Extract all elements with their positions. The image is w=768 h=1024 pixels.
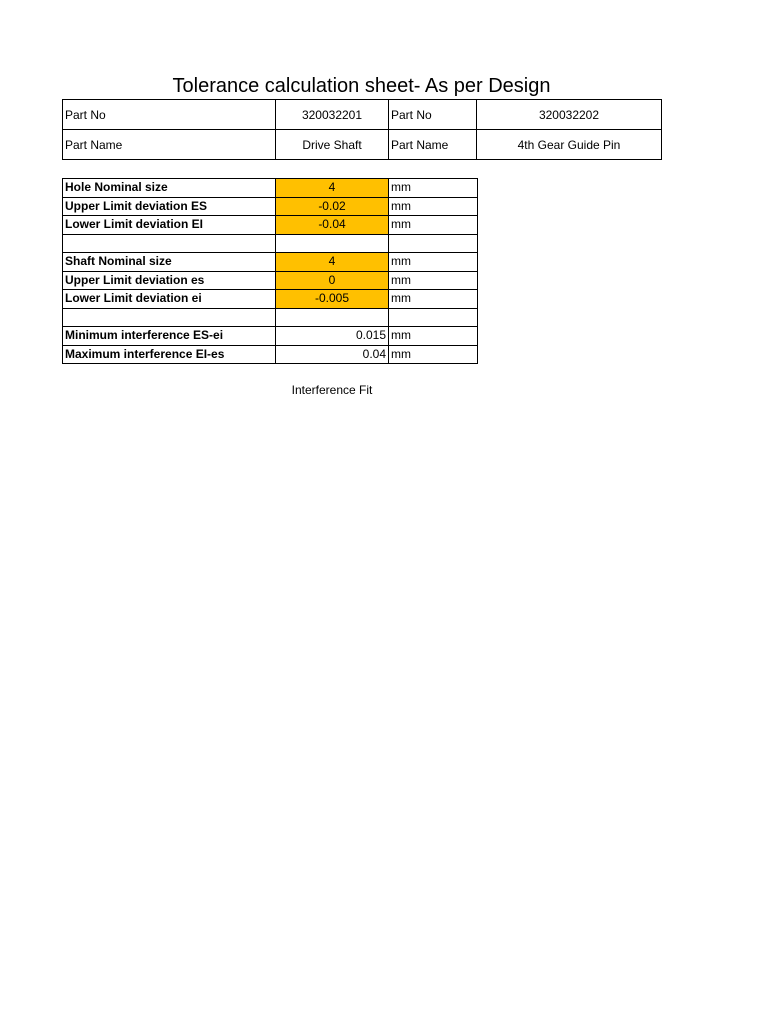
blank-cell[interactable] <box>276 234 389 253</box>
hole-nominal-label: Hole Nominal size <box>63 179 276 198</box>
shaft-upper-value[interactable]: 0 <box>276 271 389 290</box>
part-no-label-2: Part No <box>389 100 477 130</box>
blank-cell[interactable] <box>276 308 389 327</box>
shaft-lower-label: Lower Limit deviation ei <box>63 290 276 309</box>
shaft-lower-value[interactable]: -0.005 <box>276 290 389 309</box>
unit-label: mm <box>389 216 478 235</box>
max-interference-row <box>63 345 478 364</box>
blank-cell[interactable] <box>389 308 478 327</box>
shaft-nominal-value[interactable]: 4 <box>276 253 389 272</box>
min-interference-value[interactable]: 0.015 <box>276 327 389 346</box>
part-name-row <box>63 130 662 160</box>
hole-upper-row <box>63 197 478 216</box>
max-interference-value[interactable]: 0.04 <box>276 345 389 364</box>
min-interference-label: Minimum interference ES-ei <box>63 327 276 346</box>
part-no-value-2[interactable]: 320032202 <box>477 100 662 130</box>
tolerance-table <box>62 178 478 364</box>
unit-label: mm <box>389 345 478 364</box>
hole-lower-label: Lower Limit deviation EI <box>63 216 276 235</box>
blank-cell[interactable] <box>63 234 276 253</box>
hole-lower-row <box>63 216 478 235</box>
blank-row <box>63 234 478 253</box>
blank-row <box>63 308 478 327</box>
shaft-nominal-row <box>63 253 478 272</box>
max-interference-label: Maximum interference EI-es <box>63 345 276 364</box>
unit-label: mm <box>389 271 478 290</box>
shaft-upper-label: Upper Limit deviation es <box>63 271 276 290</box>
part-no-value-1[interactable]: 320032201 <box>276 100 389 130</box>
unit-label: mm <box>389 327 478 346</box>
min-interference-row <box>63 327 478 346</box>
part-name-label: Part Name <box>63 130 276 160</box>
shaft-lower-row <box>63 290 478 309</box>
part-no-row <box>63 100 662 130</box>
shaft-nominal-label: Shaft Nominal size <box>63 253 276 272</box>
part-name-value-2[interactable]: 4th Gear Guide Pin <box>477 130 662 160</box>
hole-nominal-value[interactable]: 4 <box>276 179 389 198</box>
hole-lower-value[interactable]: -0.04 <box>276 216 389 235</box>
unit-label: mm <box>389 290 478 309</box>
hole-upper-label: Upper Limit deviation ES <box>63 197 276 216</box>
hole-upper-value[interactable]: -0.02 <box>276 197 389 216</box>
part-name-label-2: Part Name <box>389 130 477 160</box>
shaft-upper-row <box>63 271 478 290</box>
fit-type-label: Interference Fit <box>291 383 373 397</box>
hole-nominal-row <box>63 179 478 198</box>
unit-label: mm <box>389 179 478 198</box>
part-info-table <box>62 99 662 160</box>
sheet-title: Tolerance calculation sheet- As per Design <box>172 75 551 97</box>
unit-label: mm <box>389 253 478 272</box>
part-no-label: Part No <box>63 100 276 130</box>
blank-cell[interactable] <box>389 234 478 253</box>
part-name-value-1[interactable]: Drive Shaft <box>276 130 389 160</box>
blank-cell[interactable] <box>63 308 276 327</box>
unit-label: mm <box>389 197 478 216</box>
